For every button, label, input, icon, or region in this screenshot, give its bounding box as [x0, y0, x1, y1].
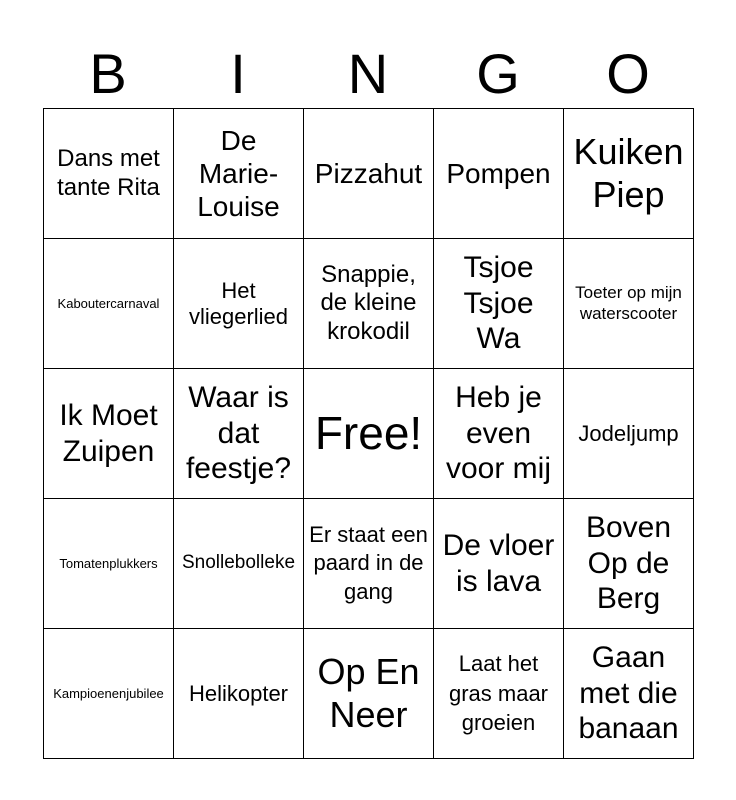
bingo-cell[interactable]: Boven Op de Berg [564, 499, 694, 629]
header-letter-b: B [89, 42, 127, 105]
bingo-cell[interactable]: Tsjoe Tsjoe Wa [434, 239, 564, 369]
bingo-cell[interactable]: Pizzahut [304, 109, 434, 239]
bingo-cell[interactable]: De vloer is lava [434, 499, 564, 629]
bingo-cell[interactable]: Kaboutercarnaval [44, 239, 174, 369]
bingo-cell[interactable]: De Marie-Louise [174, 109, 304, 239]
grid-row [44, 369, 694, 499]
header-letter-o: O [606, 42, 650, 105]
bingo-cell[interactable]: Pompen [434, 109, 564, 239]
header-letter-g: G [476, 42, 520, 105]
bingo-cell[interactable]: Snappie, de kleine krokodil [304, 239, 434, 369]
bingo-grid [43, 108, 694, 759]
grid-row [44, 239, 694, 369]
bingo-cell[interactable]: Jodeljump [564, 369, 694, 499]
bingo-cell[interactable]: Dans met tante Rita [44, 109, 174, 239]
bingo-cell[interactable]: Op En Neer [304, 629, 434, 759]
bingo-cell[interactable]: Tomatenplukkers [44, 499, 174, 629]
bingo-cell[interactable]: Kuiken Piep [564, 109, 694, 239]
grid-row [44, 629, 694, 759]
bingo-header [43, 40, 693, 108]
bingo-cell[interactable]: Er staat een paard in de gang [304, 499, 434, 629]
grid-row [44, 109, 694, 239]
bingo-cell[interactable]: Het vliegerlied [174, 239, 304, 369]
bingo-cell[interactable]: Helikopter [174, 629, 304, 759]
bingo-cell[interactable]: Ik Moet Zuipen [44, 369, 174, 499]
free-cell[interactable]: Free! [304, 369, 434, 499]
bingo-cell[interactable]: Gaan met die banaan [564, 629, 694, 759]
header-letter-i: I [230, 42, 246, 105]
bingo-cell[interactable]: Waar is dat feestje? [174, 369, 304, 499]
bingo-cell[interactable]: Laat het gras maar groeien [434, 629, 564, 759]
bingo-cell[interactable]: Heb je even voor mij [434, 369, 564, 499]
header-letter-n: N [347, 42, 389, 105]
bingo-cell[interactable]: Toeter op mijn waterscooter [564, 239, 694, 369]
bingo-cell[interactable]: Snollebolleke [174, 499, 304, 629]
bingo-cell[interactable]: Kampioenenjubilee [44, 629, 174, 759]
grid-row [44, 499, 694, 629]
